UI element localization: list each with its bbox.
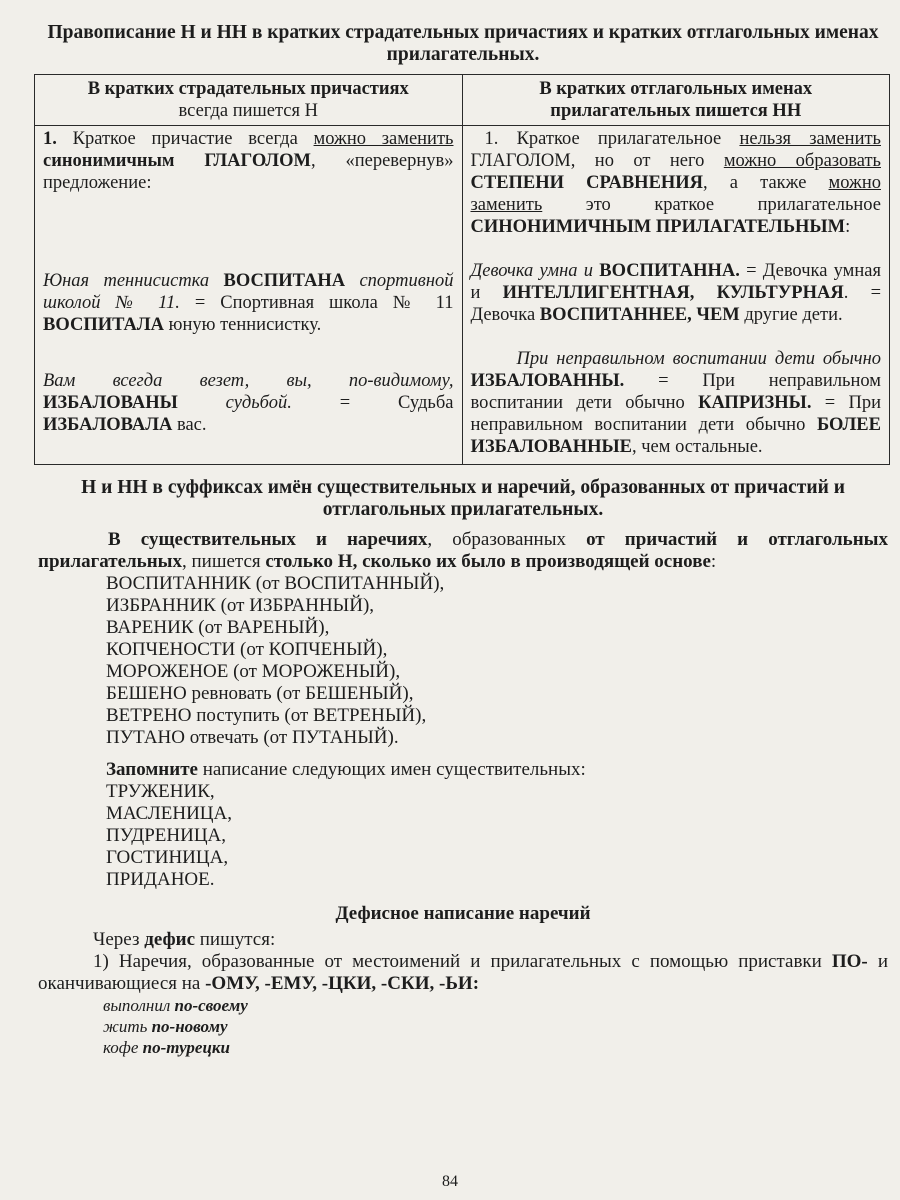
text: . = Девочка bbox=[470, 283, 882, 325]
bold-text: по-новому bbox=[151, 1017, 228, 1036]
text: выполнил bbox=[103, 996, 175, 1015]
left-example-2 bbox=[43, 370, 454, 436]
list-item bbox=[103, 1016, 888, 1037]
text: жить bbox=[103, 1017, 152, 1036]
italic-text: Девочка умна и bbox=[470, 261, 600, 281]
text: , образованных bbox=[427, 529, 587, 550]
section-3-intro bbox=[93, 929, 888, 951]
bold-text: ПО- bbox=[831, 951, 868, 972]
section-3-title: Дефисное написание наречий bbox=[335, 903, 591, 924]
text: , пишется bbox=[182, 551, 266, 572]
table-header-row bbox=[35, 75, 890, 126]
list-item: ПРИДАНОЕ. bbox=[106, 869, 215, 890]
bold-text: ВОСПИТАЛА bbox=[43, 315, 165, 335]
page-title: Правописание Н и НН в кратких страдательных причастиях и кратких отглагольных именах прилагательных. bbox=[47, 22, 879, 65]
italic-text: судьбой. bbox=[177, 393, 292, 413]
nouns-list bbox=[106, 781, 888, 891]
bold-text: ВОСПИТАННА. bbox=[599, 261, 740, 281]
underlined-text: нельзя заменить bbox=[739, 129, 881, 149]
bold-text: БОЛЕЕ ИЗБАЛОВАННЫЕ bbox=[470, 415, 881, 457]
derived-words-list bbox=[106, 573, 888, 749]
page-number: 84 bbox=[442, 1173, 458, 1190]
text: кофе bbox=[103, 1038, 143, 1057]
bold-text: ВОСПИТАННЕЕ, ЧЕМ bbox=[539, 305, 740, 325]
list-item: МОРОЖЕНОЕ (от МОРОЖЕНЫЙ), bbox=[106, 661, 401, 682]
italic-text: При неправильном воспитании дети обычно bbox=[516, 349, 881, 369]
bold-text: ИНТЕЛЛИГЕНТНАЯ, КУЛЬТУРНАЯ bbox=[502, 283, 844, 303]
bold-text: СИНОНИМИЧНЫМ ПРИЛАГАТЕЛЬНЫМ bbox=[470, 217, 846, 237]
text: ГЛАГОЛОМ, но от него bbox=[470, 151, 724, 171]
list-item: ВОСПИТАННИК (от ВОСПИТАННЫЙ), bbox=[106, 573, 445, 594]
list-item: ВЕТРЕНО поступить (от ВЕТРЕНЫЙ), bbox=[106, 705, 427, 726]
text: , «перевернув» предложение: bbox=[43, 151, 454, 193]
remember-note bbox=[106, 759, 888, 781]
right-cell bbox=[462, 126, 890, 465]
bold-text: по-турецки bbox=[142, 1038, 230, 1057]
bold-text: ИЗБАЛОВАЛА bbox=[43, 415, 173, 435]
adverb-examples-list bbox=[103, 995, 888, 1058]
bold-text: ИЗБАЛОВАНЫ bbox=[43, 393, 178, 413]
right-example-1 bbox=[471, 260, 882, 326]
text: это краткое прилагательное bbox=[542, 195, 881, 215]
text: пишутся: bbox=[195, 929, 276, 950]
bold-text: СТЕПЕНИ СРАВНЕНИЯ bbox=[470, 173, 704, 193]
text: написание следующих имен существительных: bbox=[197, 759, 586, 780]
table-body-row bbox=[35, 126, 890, 465]
text: Краткое причастие всегда bbox=[56, 129, 314, 149]
right-example-2 bbox=[471, 348, 882, 458]
bold-text: -ОМУ, -ЕМУ, -ЦКИ, -СКИ, -ЬИ: bbox=[205, 973, 480, 994]
underlined-text: можно заменить bbox=[313, 129, 454, 149]
bold-text: от причастий и отглагольных прилагательных bbox=[38, 529, 888, 572]
list-item: ПУТАНО отвечать (от ПУТАНЫЙ). bbox=[106, 727, 399, 748]
list-item: ТРУЖЕНИК, bbox=[106, 781, 215, 802]
italic-text: Вам всегда везет, вы, по-видимому, bbox=[43, 371, 454, 391]
underlined-text: можно образовать bbox=[723, 151, 881, 171]
list-item: БЕШЕНО ревновать (от БЕШЕНЫЙ), bbox=[106, 683, 414, 704]
text: , чем остальные. bbox=[632, 437, 763, 457]
text: вас. bbox=[172, 415, 207, 435]
text: , а также bbox=[703, 173, 829, 193]
left-header-line-1: В кратких страдательных причастиях bbox=[87, 79, 409, 99]
italic-text: спортивной школой № 11. bbox=[43, 271, 454, 313]
text: = При неправильном воспитании дети обычно bbox=[470, 371, 881, 413]
text: = Спортивная школа № 11 bbox=[179, 293, 454, 313]
text: = Судьба bbox=[291, 393, 454, 413]
text: и оканчивающиеся на bbox=[38, 951, 888, 994]
bold-text: столько Н, сколько их было в производящей основе bbox=[265, 551, 711, 572]
section-2-title: Н и НН в суффиксах имён существительных и наречий, образованных от причастий и отглагольных прилагательных. bbox=[81, 477, 845, 520]
rule-number: 1. bbox=[43, 129, 57, 149]
bold-text: Запомните bbox=[106, 759, 198, 780]
list-item bbox=[103, 995, 888, 1016]
text: = При неправильном воспитании дети обычно bbox=[470, 393, 881, 435]
text: 1) Наречия, образованные от местоимений и прилагательных с помощью приставки bbox=[93, 951, 832, 972]
bold-text: В существительных и наречиях bbox=[108, 529, 428, 550]
bold-text: ИЗБАЛОВАННЫ. bbox=[470, 371, 625, 391]
left-rule bbox=[43, 128, 454, 194]
left-cell bbox=[35, 126, 463, 465]
page-content bbox=[38, 22, 888, 1058]
text: юную теннисистку. bbox=[164, 315, 322, 335]
underlined-text: можно заменить bbox=[470, 173, 881, 215]
bold-text: синонимичным ГЛАГОЛОМ bbox=[43, 151, 311, 171]
text: 1. Краткое прилагательное bbox=[484, 129, 740, 149]
section-2-rule bbox=[38, 529, 888, 573]
list-item bbox=[103, 1037, 888, 1058]
text: другие дети. bbox=[739, 305, 843, 325]
bold-text: по-своему bbox=[174, 996, 248, 1015]
list-item: ГОСТИНИЦА, bbox=[106, 847, 229, 868]
text: = Девочка умная и bbox=[470, 261, 881, 303]
list-item: ПУДРЕНИЦА, bbox=[106, 825, 227, 846]
right-column-header: В кратких отглагольных именах прилагательных пишется НН bbox=[462, 75, 890, 126]
list-item: КОПЧЕНОСТИ (от КОПЧЕНЫЙ), bbox=[106, 639, 388, 660]
italic-text: Юная теннисистка bbox=[43, 271, 224, 291]
bold-text: дефис bbox=[144, 929, 196, 950]
list-item: ВАРЕНИК (от ВАРЕНЫЙ), bbox=[106, 617, 330, 638]
text: : bbox=[845, 217, 851, 237]
bold-text: КАПРИЗНЫ. bbox=[698, 393, 812, 413]
section-3-point-1 bbox=[38, 951, 888, 995]
right-rule bbox=[471, 128, 882, 238]
list-item: ИЗБРАННИК (от ИЗБРАННЫЙ), bbox=[106, 595, 375, 616]
list-item: МАСЛЕНИЦА, bbox=[106, 803, 232, 824]
bold-text: ВОСПИТАНА bbox=[223, 271, 346, 291]
text: Через bbox=[93, 929, 145, 950]
left-header-line-2: всегда пишется Н bbox=[178, 101, 318, 121]
rules-table bbox=[34, 74, 890, 465]
left-example-1 bbox=[43, 270, 454, 336]
text: : bbox=[710, 551, 717, 572]
left-column-header bbox=[35, 75, 463, 126]
